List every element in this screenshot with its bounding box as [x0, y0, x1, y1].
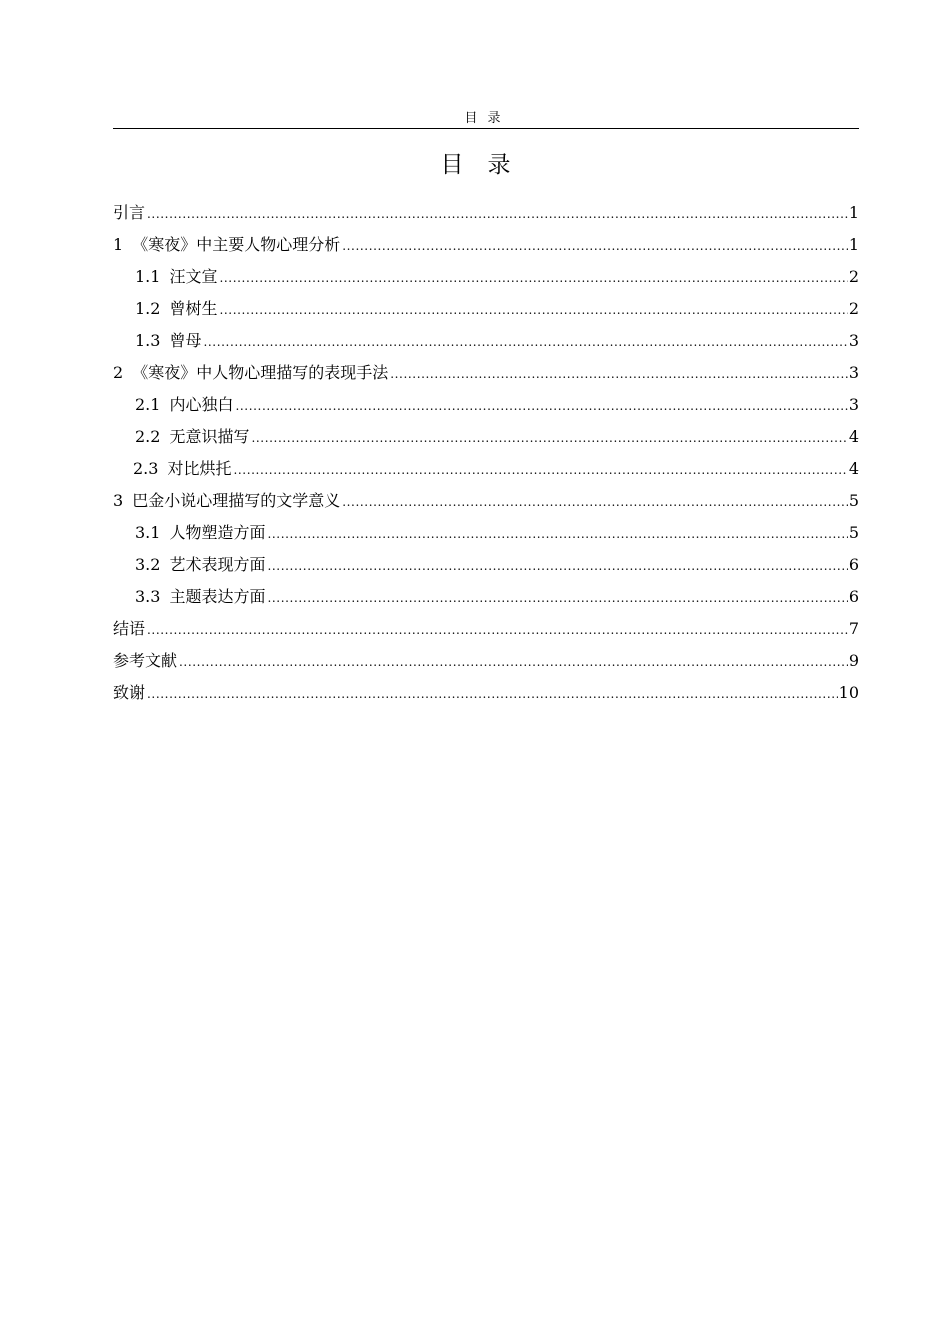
page-title: 目录: [440, 152, 535, 178]
toc-entry-section-2-3[interactable]: [113, 455, 859, 487]
toc-entry-text: 对比烘托: [167, 459, 232, 478]
toc-entry-number: 1.2: [135, 299, 161, 318]
toc-entry-text: 曾树生: [169, 299, 218, 318]
running-header: 目录: [464, 111, 511, 126]
toc-dot-leader: [179, 648, 848, 676]
toc-entry-number: 1: [113, 235, 124, 254]
toc-entry-section-2-1[interactable]: [113, 391, 859, 423]
toc-entry-text: 主题表达方面: [169, 587, 266, 606]
toc-dot-leader: [147, 200, 848, 228]
toc-page-number: 4: [848, 427, 859, 446]
toc-dot-leader: [219, 296, 847, 324]
toc-dot-leader: [342, 232, 848, 260]
toc-entry-number: 3.2: [135, 555, 161, 574]
toc-entry-number: 3: [113, 491, 124, 510]
toc-entry-number: 3.3: [135, 587, 161, 606]
toc-entry-references[interactable]: [113, 647, 859, 679]
toc-dot-leader: [251, 424, 847, 452]
toc-dot-leader: [233, 456, 847, 484]
toc-page-number: 1: [848, 203, 859, 222]
toc-entry-acknowledgements[interactable]: [113, 679, 859, 711]
toc-dot-leader: [390, 360, 848, 388]
toc-dot-leader: [267, 552, 847, 580]
toc-entry-section-1-2[interactable]: [113, 295, 859, 327]
toc-dot-leader: [147, 680, 838, 708]
toc-entry-number: 2.3: [133, 459, 159, 478]
toc-entry-text: 汪文宣: [169, 267, 218, 286]
toc-page-number: 5: [848, 523, 859, 542]
toc-dot-leader: [267, 584, 847, 612]
toc-entry-text: 巴金小说心理描写的文学意义: [132, 491, 341, 510]
toc-entry-section-1-3[interactable]: [113, 327, 859, 359]
toc-dot-leader: [267, 520, 847, 548]
toc-dot-leader: [219, 264, 847, 292]
toc-page-number: 2: [848, 267, 859, 286]
toc-page-number: 5: [848, 491, 859, 510]
toc-page-number: 3: [848, 363, 859, 382]
toc-entry-number: 1.3: [135, 331, 161, 350]
toc-page-number: 7: [848, 619, 859, 638]
toc-entry-section-1-1[interactable]: [113, 263, 859, 295]
toc-page-number: 6: [848, 587, 859, 606]
toc-entry-text: 引言: [113, 203, 146, 222]
table-of-contents: [113, 199, 859, 711]
toc-page-number: 2: [848, 299, 859, 318]
toc-dot-leader: [342, 488, 848, 516]
toc-entry-chapter-2[interactable]: [113, 359, 859, 391]
toc-entry-number: 1.1: [135, 267, 161, 286]
toc-entry-number: 3.1: [135, 523, 161, 542]
toc-entry-text: 艺术表现方面: [169, 555, 266, 574]
toc-page-number: 3: [848, 331, 859, 350]
toc-entry-text: 人物塑造方面: [169, 523, 266, 542]
toc-entry-section-3-3[interactable]: [113, 583, 859, 615]
toc-page-number: 10: [838, 683, 859, 702]
toc-page-number: 1: [848, 235, 859, 254]
toc-entry-number: 2.2: [135, 427, 161, 446]
toc-entry-section-2-2[interactable]: [113, 423, 859, 455]
toc-entry-section-3-2[interactable]: [113, 551, 859, 583]
toc-dot-leader: [203, 328, 847, 356]
toc-entry-text: 《寒夜》中人物心理描写的表现手法: [132, 363, 389, 382]
toc-entry-intro[interactable]: [113, 199, 859, 231]
toc-page-number: 4: [848, 459, 859, 478]
toc-entry-text: 无意识描写: [169, 427, 250, 446]
toc-entry-text: 参考文献: [113, 651, 178, 670]
toc-entry-text: 结语: [113, 619, 146, 638]
toc-entry-text: 曾母: [169, 331, 202, 350]
toc-page-number: 3: [848, 395, 859, 414]
toc-dot-leader: [147, 616, 848, 644]
toc-entry-section-3-1[interactable]: [113, 519, 859, 551]
toc-entry-conclusion[interactable]: [113, 615, 859, 647]
toc-entry-text: 内心独白: [169, 395, 234, 414]
toc-entry-text: 《寒夜》中主要人物心理分析: [132, 235, 341, 254]
toc-dot-leader: [235, 392, 847, 420]
toc-entry-number: 2.1: [135, 395, 161, 414]
toc-page-number: 9: [848, 651, 859, 670]
toc-entry-text: 致谢: [113, 683, 146, 702]
toc-entry-chapter-3[interactable]: [113, 487, 859, 519]
toc-page-number: 6: [848, 555, 859, 574]
toc-entry-number: 2: [113, 363, 124, 382]
toc-entry-chapter-1[interactable]: [113, 231, 859, 263]
header-rule: [113, 128, 859, 129]
